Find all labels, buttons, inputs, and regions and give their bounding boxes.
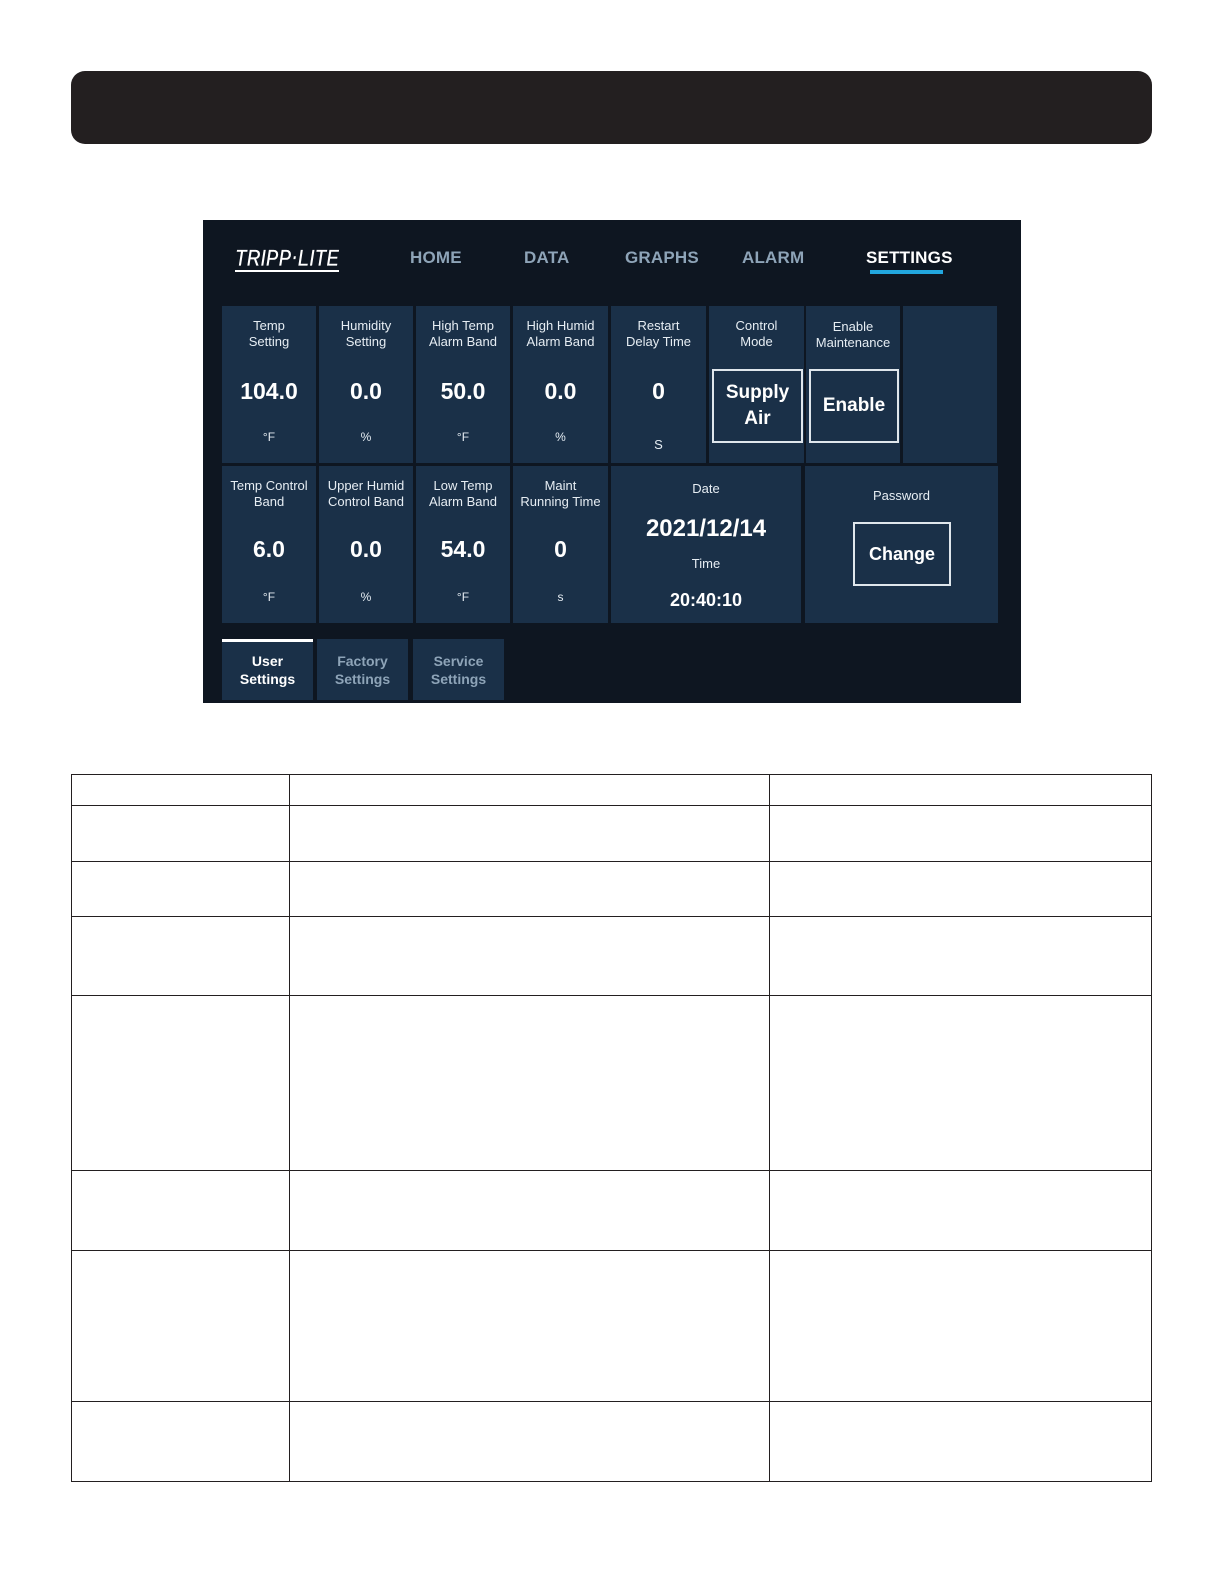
tile-value: 104.0: [240, 378, 298, 404]
logo-text: TRIPP·LITE: [235, 245, 340, 272]
tile-label: High Humid Alarm Band: [526, 318, 595, 349]
tile-high-temp-alarm-band[interactable]: [416, 306, 510, 463]
tile-unit: °F: [456, 430, 470, 444]
tile-high-humid-alarm-band[interactable]: [513, 306, 608, 463]
tile-label: Upper Humid Control Band: [327, 478, 405, 509]
active-nav-underline: [870, 270, 943, 274]
tile-humidity-setting[interactable]: [319, 306, 413, 463]
tile-date-time[interactable]: [611, 466, 801, 623]
table-row: [72, 1402, 1152, 1482]
tile-unit: °F: [456, 590, 470, 604]
table-header-row: [72, 775, 1152, 806]
tile-value: 6.0: [253, 536, 285, 562]
tile-enable-maintenance: [806, 306, 900, 463]
table-row: [72, 806, 1152, 862]
tile-low-temp-alarm-band[interactable]: [416, 466, 510, 623]
table-row: [72, 996, 1152, 1171]
tile-unit: S: [654, 437, 663, 452]
tile-unit: °F: [262, 590, 276, 604]
table-row: [72, 1171, 1152, 1251]
header-bar: [71, 71, 1152, 144]
nav-settings[interactable]: SETTINGS: [866, 248, 953, 267]
settings-screen: [203, 220, 1021, 703]
tile-label: Temp Control Band: [230, 478, 308, 509]
tile-label: Low Temp Alarm Band: [429, 478, 497, 509]
date-label: Date: [692, 481, 720, 496]
tile-label: Humidity Setting: [340, 318, 392, 349]
password-label: Password: [872, 488, 931, 503]
time-label: Time: [691, 556, 721, 571]
tile-unit: °F: [262, 430, 276, 444]
nav-alarm[interactable]: ALARM: [742, 248, 805, 267]
tile-empty: [903, 306, 997, 463]
date-value: 2021/12/14: [645, 515, 767, 542]
tile-label: Maint Running Time: [520, 478, 601, 509]
tile-label: Enable Maintenance: [815, 319, 891, 350]
tab-factory-settings[interactable]: Factory Settings: [317, 639, 408, 700]
tile-temp-control-band[interactable]: [222, 466, 316, 623]
tile-value: 0.0: [350, 536, 382, 562]
tile-value: 0: [554, 536, 567, 562]
tile-value: 54.0: [440, 536, 486, 562]
tile-unit: %: [360, 590, 372, 604]
supply-air-button[interactable]: Supply Air: [712, 369, 803, 443]
tile-label: Control Mode: [735, 318, 778, 349]
tile-restart-delay-time[interactable]: [611, 306, 706, 463]
table-row: [72, 917, 1152, 996]
enable-maintenance-button[interactable]: Enable: [809, 369, 899, 443]
tile-value: 0.0: [350, 378, 382, 404]
nav-graphs[interactable]: GRAPHS: [625, 248, 699, 267]
tab-user-settings[interactable]: User Settings: [222, 639, 313, 700]
table-row: [72, 862, 1152, 917]
tab-service-settings[interactable]: Service Settings: [413, 639, 504, 700]
tile-password: [805, 466, 998, 623]
tile-value: 50.0: [440, 378, 486, 404]
tile-value: 0.0: [544, 378, 577, 404]
tile-value: 0: [652, 378, 665, 404]
tile-label: High Temp Alarm Band: [429, 318, 497, 349]
settings-description-table: [71, 774, 1152, 1482]
tile-maint-running-time[interactable]: [513, 466, 608, 623]
tile-label: Temp Setting: [248, 318, 290, 349]
change-password-button[interactable]: Change: [853, 522, 951, 586]
table-row: [72, 1251, 1152, 1402]
tile-upper-humid-control-band[interactable]: [319, 466, 413, 623]
tile-unit: %: [360, 430, 372, 444]
tile-label: Restart Delay Time: [625, 318, 692, 349]
tile-unit: %: [555, 430, 566, 444]
nav-home[interactable]: HOME: [410, 248, 462, 267]
time-value: 20:40:10: [669, 590, 743, 610]
nav-data[interactable]: DATA: [524, 248, 570, 267]
tripp-lite-logo: [233, 240, 343, 276]
tile-unit: s: [557, 590, 564, 604]
tile-control-mode: [709, 306, 804, 463]
tile-temp-setting[interactable]: [222, 306, 316, 463]
